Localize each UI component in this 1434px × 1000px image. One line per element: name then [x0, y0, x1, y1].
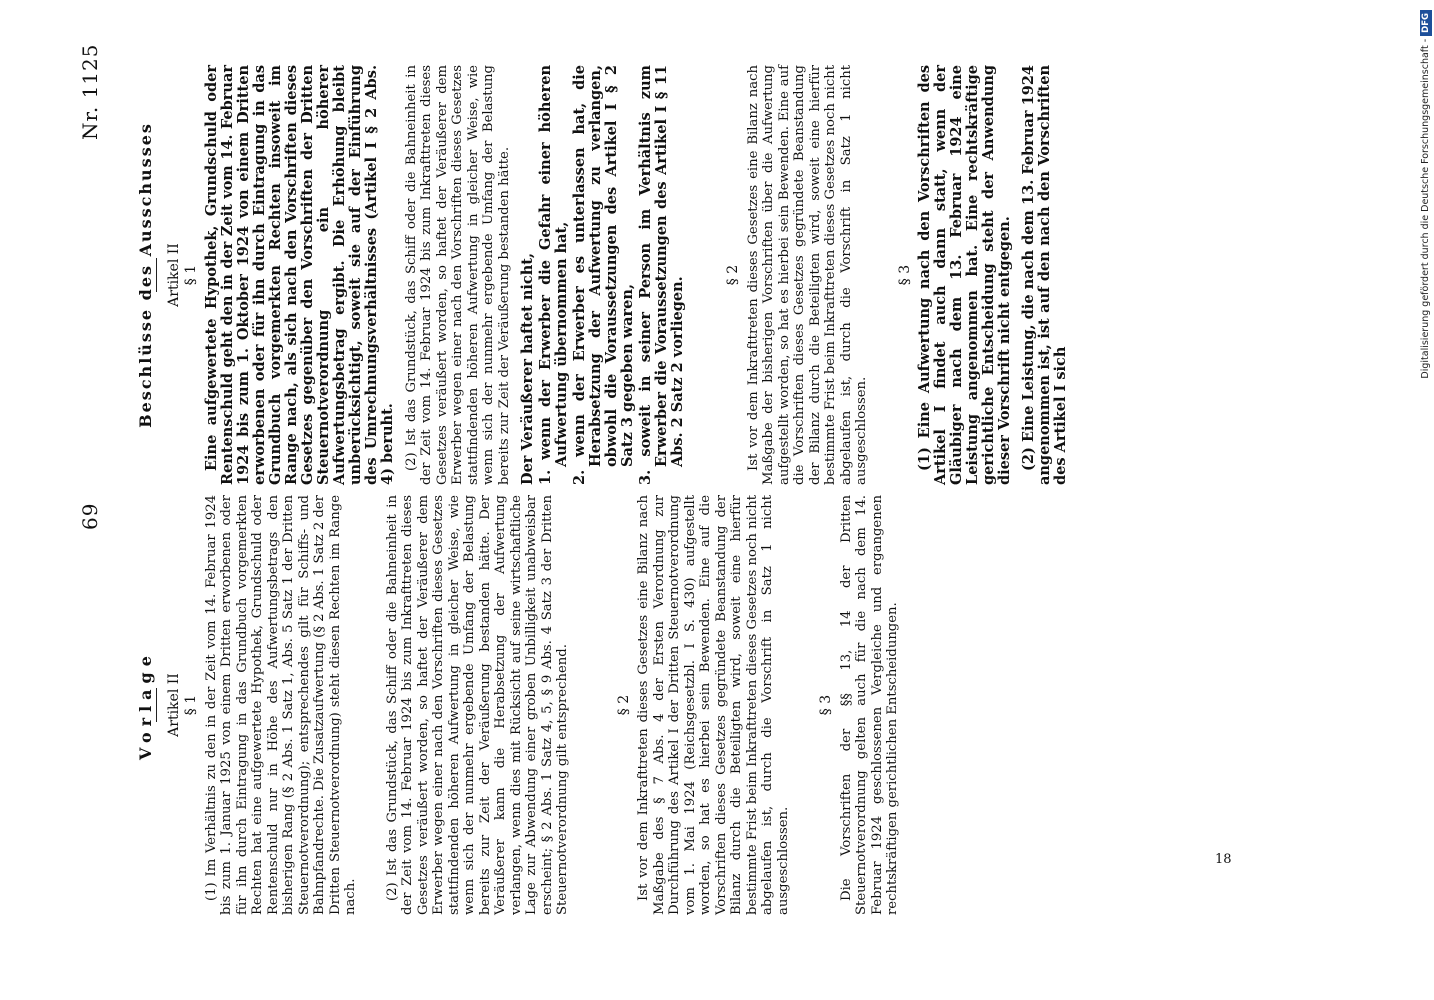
paragraph-amended: (2) Eine Leistung, die nach dem 13. Februar 1924 angenommen ist, ist auf den nach den Vorschriften des Artikel I sich [1020, 65, 1069, 485]
drucksache-number: Nr. 1125 [78, 43, 102, 140]
section-heading: § 2 [725, 264, 741, 286]
list-item: 1. wenn der Erwerber die Gefahr einer höheren Aufwertung übernommen hat, [537, 65, 570, 485]
digitization-note: Digitalisierung gefördert durch die Deutsche Forschungsgemeinschaft - [1420, 38, 1431, 379]
list-item: 3. soweit in seiner Person im Verhältnis zum Erwerber die Voraussetzungen des Artikel I § 11 Abs. 2 Satz 2 vorliegen. [637, 65, 686, 485]
section-heading: § 3 [896, 264, 913, 286]
title-rule [156, 688, 157, 722]
paragraph: (2) Ist das Grundstück, das Schiff oder die Bahneinheit in der Zeit vom 14. Februar 1924 bis zum Inkrafttreten dieses Gesetzes veräußert worden, so haftet der Veräußerer dem Erwerber wegen einer nach den Vorschriften dieses Gesetzes stattfindenden höheren Aufwertung in gleicher Weise, wie wenn sich der nunmehr ergebende Umfang der Belastung bereits zur Zeit der Veräußerung bestanden hätte. Der Veräußerer kann die Herabsetzung der Aufwertung verlangen, wenn dies mit Rücksicht auf seine wirtschaftliche Lage zur Abwendung einer groben Unbilligkeit unabweisbar erscheint; § 2 Abs. 1 Satz 4, 5, § 9 Abs. 4 Satz 3 der Dritten Steuernotverordnung gilt entsprechend. [384, 495, 570, 915]
article-heading: Artikel II [165, 243, 182, 307]
paragraph-amended: (1) Eine Aufwertung nach den Vorschriften des Artikel I findet auch dann statt, wenn der Gläubiger nach dem 13. Februar 1924 eine Leistung angenommen hat. Eine rechtskräftige gerichtliche Entscheidung steht der Anwendung dieser Vorschrift nicht entgegen. [916, 65, 1013, 485]
section-heading: § 1 [183, 694, 199, 716]
title-rule [156, 258, 157, 292]
digitization-credit [1418, 10, 1434, 390]
section-heading: § 2 [615, 694, 632, 716]
column-beschluesse [120, 65, 1077, 485]
paragraph: Die Vorschriften der §§ 13, 14 der Dritten Steuernotverordnung gelten auch für die nach dem 14. Februar 1924 geschlossenen Vergleiche und ergangenen rechtskräftigen gerichtlichen Entscheidungen. [838, 495, 900, 915]
section-heading: § 3 [818, 694, 834, 716]
paragraph-amended: Eine aufgewertete Hypothek, Grundschuld oder Rentenschuld geht den in der Zeit vom 14. Februar 1924 bis zum 1. Oktober 1924 von einem Dritten erworbenen oder für ihn durch Eintragung in das Grundbuch vorgemerkten Rechten insoweit im Range nach, als sich nach den Vorschriften dieses Gesetzes gegenüber den Vorschriften der Dritten Steuernotverordnung ein höherer Aufwertungsbetrag ergibt. Die Erhöhung bleibt unberücksichtigt, soweit sie auf der Einführung des Umrechnungsverhältnisses (Artikel I § 2 Abs. 4) beruht. [202, 65, 396, 485]
dfg-logo: DFG [1420, 10, 1432, 36]
column-title: Vorlage [136, 650, 155, 760]
paragraph: (1) Im Verhältnis zu den in der Zeit vom 14. Februar 1924 bis zum 1. Januar 1925 von einem Dritten erworbenen oder für ihn durch Eintragung in das Grundbuch vorgemerkten Rechten hat eine aufgewertete Hypothek, Grundschuld oder Rentenschuld nur in Höhe des Aufwertungsbetrags den bisherigen Rang (§ 2 Abs. 1 Satz 1, Abs. 5 Satz 1 der Dritten Steuernotverordnung); entsprechendes gilt für Schiffs- und Bahnpfandrechte. Die Zusatzaufwertung (§ 2 Abs. 1 Satz 2 der Dritten Steuernotverordnung) steht diesen Rechten im Range nach. [203, 495, 358, 915]
column-vorlage [120, 495, 909, 915]
sheet-number: 18 [1215, 852, 1232, 867]
paragraph: (2) Ist das Grundstück, das Schiff oder die Bahneinheit in der Zeit vom 14. Februar 1924 bis zum Inkrafttreten dieses Gesetzes veräußert worden, so haftet der Veräußerer dem Erwerber wegen einer nach den Vorschriften dieses Gesetzes stattfindenden höheren Aufwertung in gleicher Weise, wie wenn sich der nunmehr ergebende Umfang der Belastung bereits zur Zeit der Veräußerung bestanden hätte. [403, 65, 512, 485]
article-heading: Artikel II [165, 673, 182, 737]
list-item: 2. wenn der Erwerber es unterlassen hat, die Herabsetzung der Aufwertung zu verlangen, obwohl die Voraussetzungen des Artikel I § 2 Satz 3 gegeben waren, [571, 65, 636, 485]
section-heading: § 1 [183, 264, 199, 286]
column-title: Beschlüsse des Ausschusses [136, 122, 155, 428]
paragraph-amended: Der Veräußerer haftet nicht, [519, 252, 536, 485]
paragraph: Ist vor dem Inkrafttreten dieses Gesetzes eine Bilanz nach Maßgabe des § 7 Abs. 4 der Ersten Verordnung zur Durchführung des Artikel I der Dritten Steuernotverordnung vom 1. Mai 1924 (Reichsgesetzbl. I S. 430) aufgestellt worden, so hat es hierbei sein Bewenden. Eine auf die Vorschriften dieses Gesetzes gegründete Beanstandung der Bilanz durch die Beteiligten wird, soweit eine hierfür bestimmte Frist beim Inkrafttreten dieses Gesetzes noch nicht abgelaufen ist, durch die Vorschrift in Satz 1 nicht ausgeschlossen. [636, 495, 791, 915]
paragraph: Ist vor dem Inkrafttreten dieses Gesetzes eine Bilanz nach Maßgabe der bisherigen Vorschriften über die Aufwertung aufgestellt worden, so hat es hierbei sein Bewenden. Eine auf die Vorschriften dieses Gesetzes gegründete Beanstandung der Bilanz durch die Beteiligten wird, soweit eine hierfür bestimmte Frist beim Inkrafttreten dieses Gesetzes noch nicht abgelaufen ist, durch die Vorschrift in Satz 1 nicht ausgeschlossen. [745, 65, 869, 485]
page-number: 69 [78, 502, 102, 530]
